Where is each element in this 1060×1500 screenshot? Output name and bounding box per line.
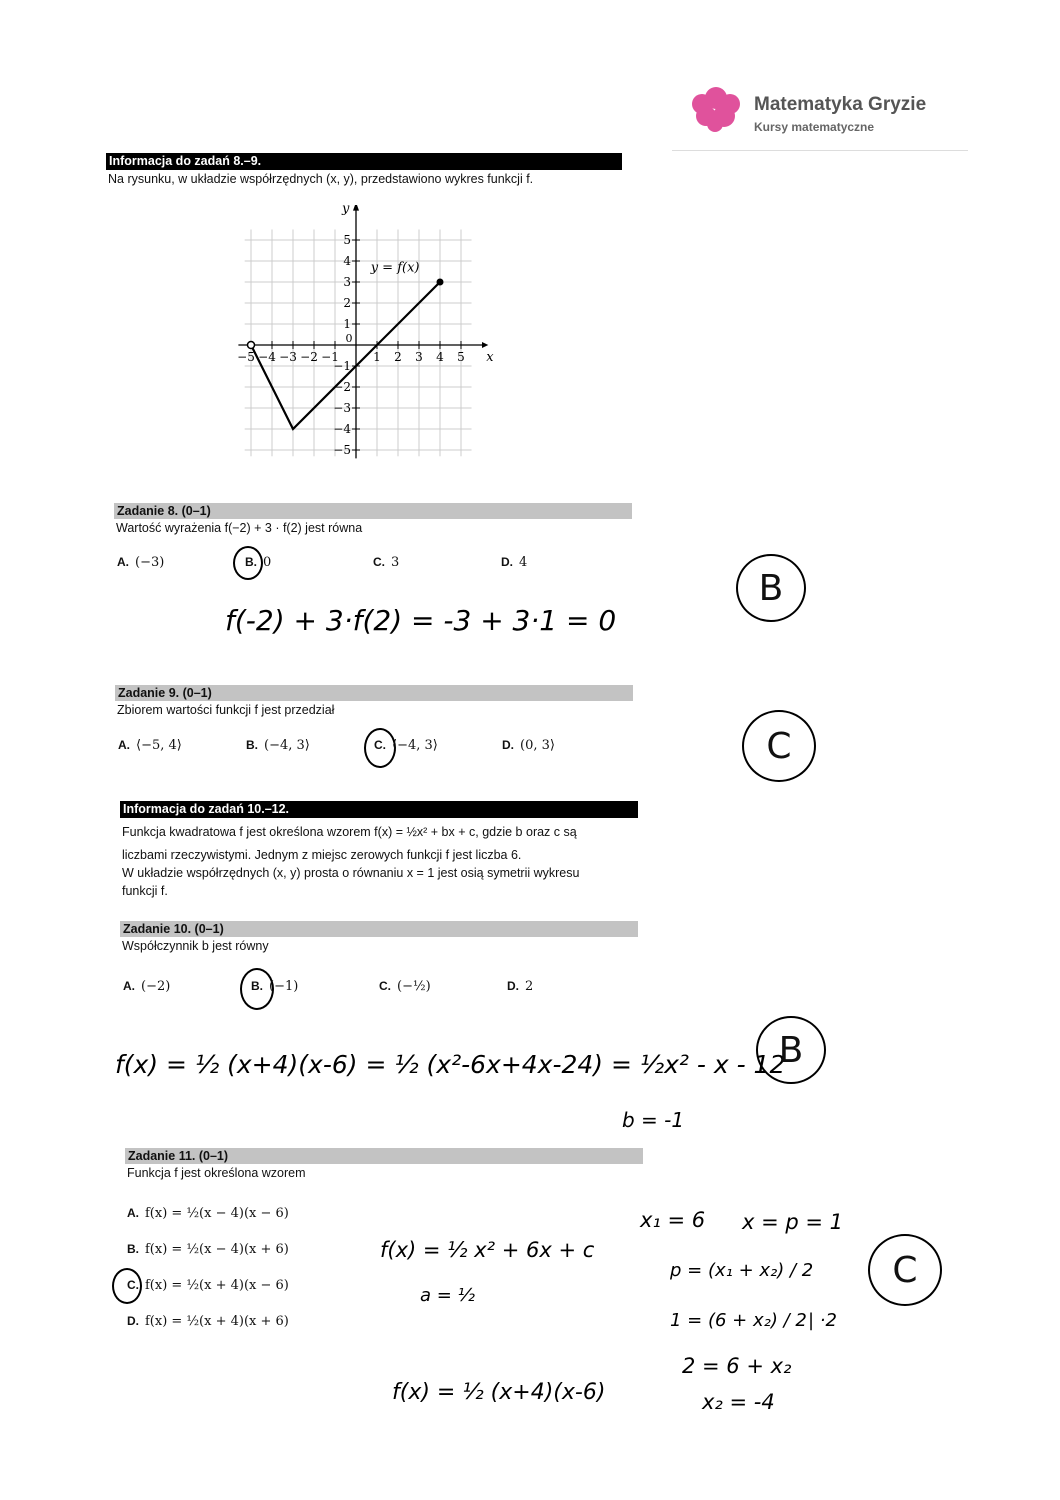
option-letter: A. <box>123 979 135 993</box>
option-letter: A. <box>127 1206 139 1220</box>
task-11-work-right: 2 = 6 + x₂ <box>682 1354 792 1378</box>
x-tick-label: 5 <box>457 350 465 364</box>
option-value: ⟨−4, 3⟩ <box>392 738 438 753</box>
task-11-work: f(x) = ½ (x+4)(x-6) <box>392 1380 606 1405</box>
y-tick-label: −3 <box>333 401 351 415</box>
option-value: f(x) = ½(x + 4)(x + 6) <box>145 1314 289 1329</box>
task-9-question: Zbiorem wartości funkcji f jest przedział <box>117 703 335 717</box>
option-value: (0, 3⟩ <box>520 738 555 753</box>
task-11-work-right: x = p = 1 <box>742 1210 844 1234</box>
y-tick-label: −4 <box>333 422 351 436</box>
answer-9: C <box>742 710 816 782</box>
option-value: (−1) <box>269 979 299 994</box>
x-tick-label: −1 <box>321 350 339 364</box>
answer-8: B <box>736 554 806 622</box>
task-11-work-right: x₂ = -4 <box>702 1390 775 1414</box>
logo-title: Matematyka Gryzie <box>754 94 927 115</box>
info-line: W układzie współrzędnych (x, y) prosta o równaniu x = 1 jest osią symetrii wykresu <box>122 866 580 880</box>
task-11-work: a = ½ <box>420 1285 476 1306</box>
y-axis-label: y <box>342 205 350 217</box>
option-letter: D. <box>127 1314 139 1328</box>
origin-label: 0 <box>345 332 353 345</box>
x-tick-label: 3 <box>415 350 423 364</box>
answer-option <box>373 555 399 570</box>
y-tick-label: 5 <box>343 233 351 247</box>
answer-10: B <box>756 1016 826 1084</box>
info-line: Funkcja kwadratowa f jest określona wzorem f(x) = ½x² + bx + c, gdzie b oraz c są <box>122 825 577 839</box>
function-label: y = f(x) <box>370 260 420 276</box>
y-tick-label: −2 <box>333 380 351 394</box>
brain-logo-icon <box>688 86 744 134</box>
info-header-8-9: Informacja do zadań 8.–9. <box>106 153 622 170</box>
answer-option <box>127 1278 289 1293</box>
option-letter: D. <box>507 979 519 993</box>
x-tick-label: −3 <box>279 350 297 364</box>
x-tick-label: −4 <box>258 350 276 364</box>
option-value: 0 <box>263 555 272 570</box>
task-10-header: Zadanie 10. (0–1) <box>120 921 638 937</box>
closed-endpoint <box>437 279 444 286</box>
answer-option <box>127 1314 289 1329</box>
logo <box>672 82 968 151</box>
option-letter: B. <box>251 979 263 993</box>
option-value: (−4, 3⟩ <box>264 738 310 753</box>
answer-option <box>117 555 164 570</box>
task-8-question: Wartość wyrażenia f(−2) + 3 · f(2) jest równa <box>116 521 363 535</box>
task-10-work-b: b = -1 <box>622 1108 685 1132</box>
y-tick-label: 3 <box>343 275 351 289</box>
option-letter: C. <box>379 979 391 993</box>
info-header-10-12: Informacja do zadań 10.–12. <box>120 801 638 818</box>
answer-option <box>127 1242 289 1257</box>
x-tick-label: 2 <box>394 350 402 364</box>
option-value: 2 <box>525 979 534 994</box>
option-value: f(x) = ½(x + 4)(x − 6) <box>145 1278 289 1293</box>
option-value: (−2) <box>141 979 171 994</box>
answer-option <box>251 979 298 994</box>
task-10-question: Współczynnik b jest równy <box>122 939 269 953</box>
task-11-work-right: | ·2 <box>808 1310 837 1331</box>
answer-option <box>507 979 533 994</box>
task-9-header: Zadanie 9. (0–1) <box>115 685 633 701</box>
answer-option <box>379 979 431 994</box>
logo-subtitle: Kursy matematyczne <box>754 120 875 134</box>
task-11-work-right: p = (x₁ + x₂) / 2 <box>670 1260 814 1281</box>
option-value: 4 <box>519 555 528 570</box>
answer-option <box>246 738 310 753</box>
task-8-header: Zadanie 8. (0–1) <box>114 503 632 519</box>
y-axis-arrow <box>353 205 359 211</box>
task-11-work-right: x₁ = 6 <box>640 1208 706 1232</box>
answer-option <box>245 555 271 570</box>
x-axis-label: x <box>486 350 494 365</box>
option-letter: B. <box>127 1242 139 1256</box>
function-graph <box>230 205 500 470</box>
option-letter: D. <box>502 738 514 752</box>
task-10-work: f(x) = ½ (x+4)(x-6) = ½ (x²-6x+4x-24) = ½x² - x - 12 <box>115 1050 786 1079</box>
info-line: funkcji f. <box>122 884 168 898</box>
x-tick-label: −2 <box>300 350 318 364</box>
y-tick-label: 4 <box>343 254 351 268</box>
option-value: 3 <box>391 555 400 570</box>
y-tick-label: −1 <box>333 359 351 373</box>
option-letter: B. <box>245 555 257 569</box>
answer-option <box>118 738 182 753</box>
info-line: liczbami rzeczywistymi. Jednym z miejsc zerowych funkcji f jest liczba 6. <box>122 848 522 862</box>
option-value: (−½) <box>397 979 431 994</box>
option-letter: A. <box>117 555 129 569</box>
option-letter: D. <box>501 555 513 569</box>
task-11-work-right: 1 = (6 + x₂) / 2 <box>670 1310 807 1331</box>
x-tick-label: −5 <box>237 350 255 364</box>
option-value: ⟨−5, 4⟩ <box>136 738 182 753</box>
answer-option <box>501 555 527 570</box>
info-text-8-9: Na rysunku, w układzie współrzędnych (x, y), przedstawiono wykres funkcji f. <box>108 172 534 186</box>
y-tick-label: 1 <box>343 317 351 331</box>
answer-option <box>127 1206 289 1221</box>
x-axis-arrow <box>482 342 488 348</box>
task-11-question: Funkcja f jest określona wzorem <box>127 1166 306 1180</box>
y-tick-label: 2 <box>343 296 351 310</box>
option-value: f(x) = ½(x − 4)(x + 6) <box>145 1242 289 1257</box>
option-value: f(x) = ½(x − 4)(x − 6) <box>145 1206 289 1221</box>
x-tick-label: 1 <box>373 350 381 364</box>
answer-option <box>123 979 170 994</box>
option-letter: A. <box>118 738 130 752</box>
option-letter: C. <box>127 1278 139 1292</box>
answer-option <box>502 738 555 753</box>
option-letter: B. <box>246 738 258 752</box>
answer-option <box>374 738 438 753</box>
answer-11: C <box>868 1234 942 1306</box>
task-11-header: Zadanie 11. (0–1) <box>125 1148 643 1164</box>
task-11-work: f(x) = ½ x² + 6x + c <box>380 1238 595 1262</box>
option-letter: C. <box>373 555 385 569</box>
task-8-work: f(-2) + 3·f(2) = -3 + 3·1 = 0 <box>225 604 617 637</box>
open-endpoint <box>248 342 255 349</box>
x-tick-label: 4 <box>436 350 444 364</box>
option-value: (−3) <box>135 555 165 570</box>
y-tick-label: −5 <box>333 443 351 457</box>
option-letter: C. <box>374 738 386 752</box>
